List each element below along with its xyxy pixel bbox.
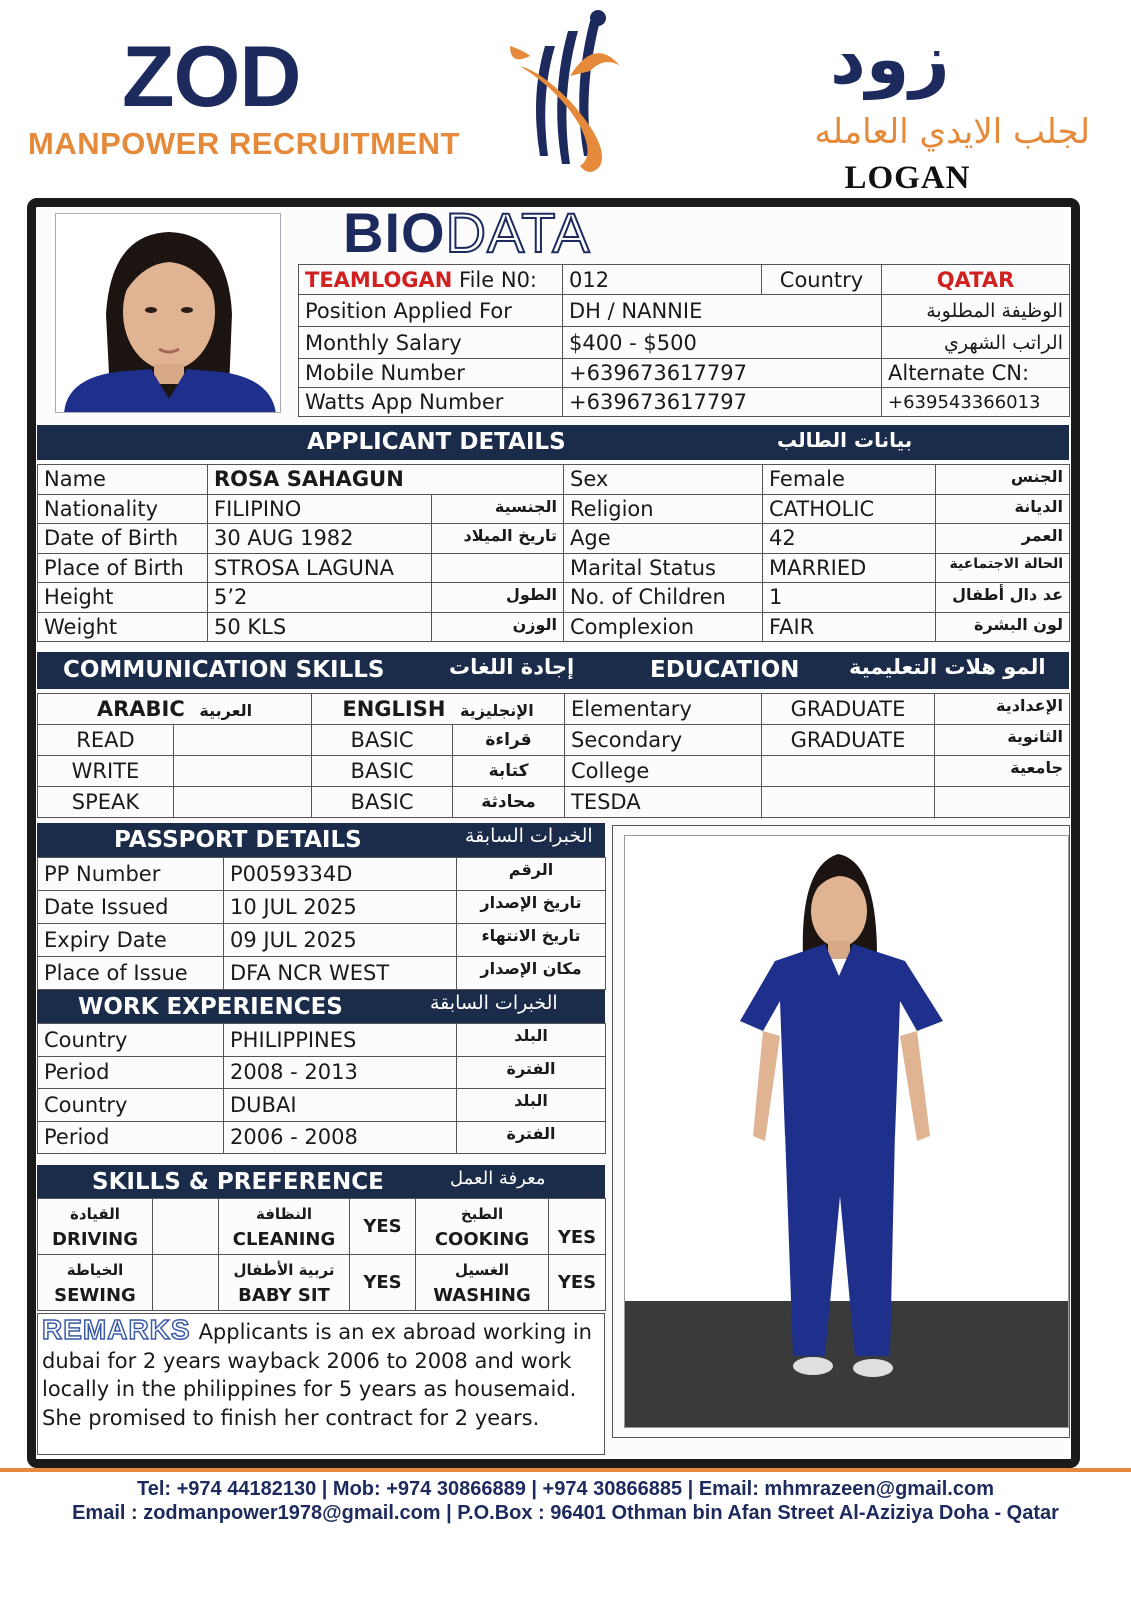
- footer-divider: [0, 1468, 1131, 1472]
- skills-header: [37, 1165, 605, 1199]
- file-info-table: [298, 264, 1070, 417]
- company-emblem-icon: [500, 6, 650, 186]
- applicant-row: Date of Birth 30 AUG 1982 تاريخ الميلاد Age 42 العمر: [38, 524, 1070, 554]
- education-table: [564, 693, 1070, 818]
- education-row: College جامعية: [565, 756, 1070, 787]
- title-data: DATA: [445, 201, 591, 264]
- arabic-logo-text: زود: [830, 18, 950, 100]
- skills-row: الخياطة SEWING تربية الأطفال BABY SIT YES الغسيل WASHING YES: [38, 1255, 606, 1311]
- work-row: Country DUBAI البلد: [38, 1089, 606, 1122]
- company-logo-text: ZOD: [122, 29, 301, 125]
- passport-row: Date Issued 10 JUL 2025 تاريخ الإصدار: [38, 891, 606, 924]
- file-no-value: 012: [563, 265, 762, 295]
- education-row: TESDA: [565, 787, 1070, 818]
- education-row: Elementary GRADUATE الإعدادية: [565, 694, 1070, 725]
- work-header: [37, 990, 605, 1024]
- applicant-details-header: [37, 425, 1069, 460]
- language-row: WRITE BASIC كتابة: [38, 756, 565, 787]
- applicant-details-title-ar: بيانات الطالب: [777, 428, 913, 452]
- country-value: QATAR: [882, 265, 1070, 295]
- partner-name: LOGAN: [844, 160, 971, 196]
- communication-education-header: [37, 652, 1069, 689]
- applicant-row: Height 5’2 الطول No. of Children 1 عد دال أطفال: [38, 583, 1070, 613]
- passport-table: [37, 857, 606, 990]
- passport-row: PP Number P0059334D الرقم: [38, 858, 606, 891]
- applicant-table: [37, 464, 1070, 642]
- applicant-row: Place of Birth STROSA LAGUNA Marital Status MARRIED الحالة الاجتماعية: [38, 553, 1070, 583]
- applicant-row: Weight 50 KLS الوزن Complexion FAIR لون البشرة: [38, 612, 1070, 642]
- alternate-value: +639543366013: [882, 388, 1070, 417]
- position-label: Position Applied For: [299, 295, 563, 327]
- work-row: Country PHILIPPINES البلد: [38, 1024, 606, 1057]
- company-subtitle: MANPOWER RECRUITMENT: [28, 126, 460, 161]
- skills-title: SKILLS & PREFERENCE: [92, 1169, 384, 1195]
- footer-contact-line2: Email : zodmanpower1978@gmail.com | P.O.Box : 96401 Othman bin Afan Street Al-Aziziya Doha - Qatar: [72, 1502, 1059, 1524]
- file-no-label: TEAMLOGAN File N0:: [299, 265, 563, 295]
- communication-table: [37, 693, 565, 818]
- passport-title: PASSPORT DETAILS: [114, 827, 362, 853]
- communication-title-ar: إجادة اللغات: [449, 655, 575, 679]
- applicant-full-photo: [624, 835, 1069, 1428]
- work-table: [37, 1023, 606, 1154]
- skills-row: القيادة DRIVING النظافة CLEANING YES الطبخ COOKING YES: [38, 1199, 606, 1255]
- mobile-label: Mobile Number: [299, 359, 563, 388]
- applicant-row: Nationality FILIPINO الجنسية Religion CATHOLIC الديانة: [38, 494, 1070, 524]
- language-row: SPEAK BASIC محادثة: [38, 787, 565, 818]
- communication-title: COMMUNICATION SKILLS: [63, 657, 385, 683]
- passport-row: Expiry Date 09 JUL 2025 تاريخ الانتهاء: [38, 924, 606, 957]
- skills-title-ar: معرفة العمل: [450, 1168, 546, 1189]
- remarks-label: REMARKS: [42, 1314, 191, 1345]
- work-title: WORK EXPERIENCES: [78, 994, 343, 1020]
- position-ar: الوظيفة المطلوبة: [882, 295, 1070, 327]
- arabic-header: ARABIC العربية: [38, 694, 312, 725]
- english-header: ENGLISH الإنجليزية: [312, 694, 565, 725]
- language-row: READ BASIC قراءة: [38, 725, 565, 756]
- passport-header: [37, 823, 605, 858]
- title-bio: BIO: [343, 201, 446, 264]
- mobile-value: +639673617797: [563, 359, 882, 388]
- country-label: Country: [762, 265, 882, 295]
- salary-ar: الراتب الشهري: [882, 327, 1070, 359]
- passport-title-ar: الخبرات السابقة: [465, 825, 593, 847]
- education-row: Secondary GRADUATE الثانوية: [565, 725, 1070, 756]
- passport-row: Place of Issue DFA NCR WEST مكان الإصدار: [38, 957, 606, 990]
- whatsapp-value: +639673617797: [563, 388, 882, 417]
- applicant-details-title: APPLICANT DETAILS: [307, 429, 566, 455]
- applicant-row: Name ROSA SAHAGUN Sex Female الجنس: [38, 465, 1070, 495]
- document-title: [343, 200, 591, 265]
- salary-value: $400 - $500: [563, 327, 882, 359]
- alternate-label: Alternate CN:: [882, 359, 1070, 388]
- salary-label: Monthly Salary: [299, 327, 563, 359]
- education-title-ar: المو هلات التعليمية: [849, 655, 1046, 679]
- education-title: EDUCATION: [650, 657, 800, 683]
- whatsapp-label: Watts App Number: [299, 388, 563, 417]
- applicant-headshot: [55, 213, 281, 413]
- skills-table: [37, 1198, 606, 1311]
- work-row: Period 2008 - 2013 الفترة: [38, 1056, 606, 1089]
- position-value: DH / NANNIE: [563, 295, 882, 327]
- work-title-ar: الخبرات السابقة: [430, 992, 558, 1014]
- remarks-text: Applicants is an ex abroad working in dubai for 2 years wayback 2006 to 2008 and work locally in the philippines for 5 years as housemaid. She promised to finish her contract for 2 years.: [42, 1320, 592, 1430]
- remarks-box: [37, 1313, 605, 1455]
- work-row: Period 2006 - 2008 الفترة: [38, 1121, 606, 1154]
- footer-contact-line1: Tel: +974 44182130 | Mob: +974 30866889 | +974 30866885 | Email: mhmrazeen@gmail.com: [137, 1478, 994, 1500]
- arabic-subtitle: لجلب الايدي العامله: [814, 112, 1090, 152]
